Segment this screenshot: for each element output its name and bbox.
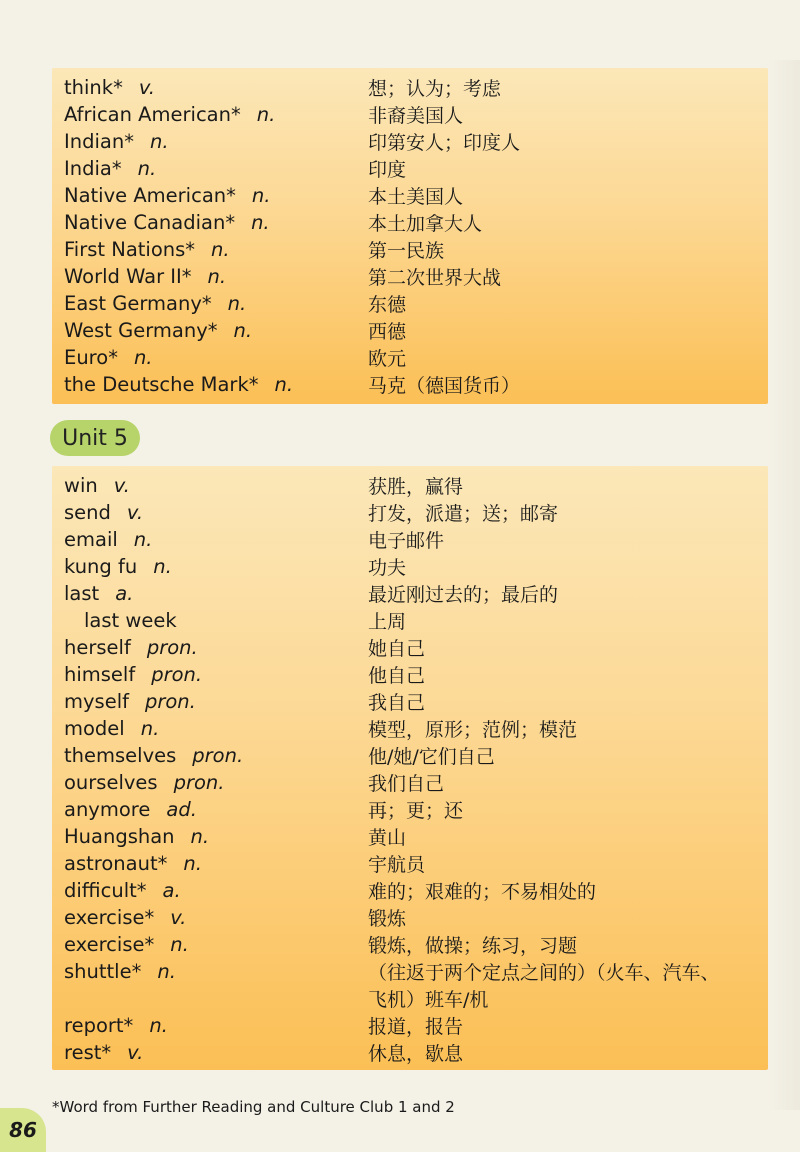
word-text: send [64,501,111,524]
part-of-speech: n. [133,528,153,551]
chinese-meaning: 获胜，赢得 [368,476,464,498]
vocab-row [52,263,768,290]
word-text: astronaut* [64,852,168,875]
part-of-speech: n. [207,265,227,288]
chinese-meaning: 马克（德国货币） [368,375,521,397]
chinese-meaning: 锻炼 [368,908,407,930]
vocab-row [52,344,768,371]
vocab-word [64,744,243,767]
vocab-word [84,609,177,632]
chinese-meaning: 报道，报告 [368,1016,464,1038]
vocab-word [64,373,293,396]
word-text: India* [64,157,122,180]
chinese-meaning: 打发，派遣；送；邮寄 [368,503,559,525]
vocab-word [64,555,172,578]
word-text: Indian* [64,130,134,153]
part-of-speech: v. [138,76,155,99]
page-number: 86 [9,1118,37,1142]
vocab-row [52,877,768,904]
word-text: kung fu [64,555,138,578]
vocab-row [52,634,768,661]
vocab-word [64,771,224,794]
word-text: last [64,582,100,605]
word-text: ourselves [64,771,158,794]
vocab-word [64,825,209,848]
part-of-speech: v. [127,1041,144,1064]
chinese-meaning: 本土美国人 [368,186,464,208]
chinese-meaning: 上周 [368,611,407,633]
vocab-word [64,960,176,983]
vocab-word [64,157,156,180]
word-text: think* [64,76,123,99]
vocab-word [64,528,152,551]
vocab-row [52,823,768,850]
page-number-tab [0,1108,46,1152]
vocab-row [52,796,768,823]
vocab-word [64,906,186,929]
chinese-meaning: 飞机）班车/机 [368,989,489,1011]
word-text: exercise* [64,906,155,929]
part-of-speech: n. [251,184,271,207]
part-of-speech: n. [251,211,270,234]
vocab-word [64,211,270,234]
chinese-meaning: 模型，原形；范例；模范 [368,719,578,741]
chinese-meaning: 锻炼，做操；练习，习题 [368,935,578,957]
vocab-row [52,580,768,607]
word-text: himself [64,663,136,686]
part-of-speech: pron. [151,663,203,686]
vocab-word [64,879,181,902]
part-of-speech: v. [126,501,144,524]
part-of-speech: n. [170,933,189,956]
vocab-word [64,690,196,713]
vocab-word [64,292,246,315]
page-edge-shadow [768,60,800,1110]
vocab-word [64,184,270,207]
chinese-meaning: 难的；艰难的；不易相处的 [368,881,597,903]
vocab-word [64,933,189,956]
vocab-word [64,130,169,153]
part-of-speech: ad. [166,798,197,821]
vocab-row [52,715,768,742]
word-text: model [64,717,125,740]
vocab-word [64,852,202,875]
footnote: *Word from Further Reading and Culture Club 1 and 2 [52,1098,455,1116]
chinese-meaning: 印第安人；印度人 [368,132,521,154]
word-text: myself [64,690,129,713]
part-of-speech: n. [233,319,253,342]
part-of-speech: n. [149,130,169,153]
word-text: the Deutsche Mark* [64,373,259,396]
vocab-row [52,209,768,236]
part-of-speech: n. [140,717,160,740]
vocab-row [52,985,768,1012]
word-text: herself [64,636,131,659]
vocab-word [64,265,226,288]
word-text: anymore [64,798,151,821]
chinese-meaning: 他自己 [368,665,426,687]
chinese-meaning: 第一民族 [368,240,445,262]
word-text: difficult* [64,879,147,902]
part-of-speech: n. [274,373,294,396]
part-of-speech: n. [227,292,247,315]
chinese-meaning: 西德 [368,321,407,343]
part-of-speech: n. [256,103,276,126]
part-of-speech: v. [113,474,130,497]
vocab-word [64,501,143,524]
word-text: Euro* [64,346,118,369]
part-of-speech: pron. [173,771,225,794]
chinese-meaning: 东德 [368,294,407,316]
vocab-row [52,931,768,958]
word-text: World War II* [64,265,192,288]
chinese-meaning: 我们自己 [368,773,445,795]
chinese-meaning: 欧元 [368,348,407,370]
chinese-meaning: 第二次世界大战 [368,267,502,289]
chinese-meaning: 本土加拿大人 [368,213,483,235]
chinese-meaning: 宇航员 [368,854,426,876]
vocab-row [52,1012,768,1039]
part-of-speech: pron. [146,636,198,659]
chinese-meaning: 非裔美国人 [368,105,464,127]
part-of-speech: n. [183,852,202,875]
vocab-word [64,663,202,686]
vocab-row [52,317,768,344]
vocab-row [52,526,768,553]
vocab-word [64,76,155,99]
part-of-speech: n. [157,960,176,983]
vocab-word [64,103,275,126]
vocab-row [52,1039,768,1066]
part-of-speech: a. [162,879,181,902]
chinese-meaning: 黄山 [368,827,407,849]
vocab-row [52,904,768,931]
word-text: last week [84,609,177,632]
chinese-meaning: 最近刚过去的；最后的 [368,584,559,606]
vocab-row [52,74,768,101]
vocab-word [64,474,130,497]
word-text: win [64,474,98,497]
vocab-row [52,688,768,715]
part-of-speech: pron. [144,690,196,713]
part-of-speech: n. [133,346,153,369]
word-text: report* [64,1014,134,1037]
vocab-row [52,371,768,398]
chinese-meaning: （往返于两个定点之间的）（火车、汽车、 [368,962,720,984]
vocab-row [52,958,768,985]
vocab-row [52,128,768,155]
vocab-row [52,236,768,263]
word-text: rest* [64,1041,112,1064]
vocab-row [52,850,768,877]
vocab-word [64,636,198,659]
word-text: shuttle* [64,960,142,983]
word-text: First Nations* [64,238,196,261]
vocab-word [64,346,153,369]
vocab-row [52,607,768,634]
vocab-row [52,661,768,688]
word-text: Native American* [64,184,236,207]
vocab-row [52,499,768,526]
part-of-speech: n. [190,825,210,848]
unit-heading [50,420,140,456]
word-text: East Germany* [64,292,212,315]
vocab-word [64,1041,143,1064]
chinese-meaning: 我自己 [368,692,426,714]
chinese-meaning: 印度 [368,159,407,181]
vocab-row [52,290,768,317]
chinese-meaning: 电子邮件 [368,530,445,552]
vocab-word [64,238,230,261]
part-of-speech: v. [170,906,187,929]
vocab-row [52,472,768,499]
vocab-word [64,717,159,740]
word-text: themselves [64,744,177,767]
chinese-meaning: 休息，歇息 [368,1043,464,1065]
unit-title: Unit 5 [62,425,128,451]
part-of-speech: a. [115,582,134,605]
part-of-speech: n. [211,238,230,261]
vocab-word [64,319,252,342]
chinese-meaning: 他/她/它们自己 [368,746,495,768]
chinese-meaning: 想；认为；考虑 [368,78,502,100]
chinese-meaning: 功夫 [368,557,407,579]
vocab-panel-unit-5 [52,466,768,1070]
word-text: West Germany* [64,319,218,342]
vocab-word [64,1014,168,1037]
vocab-row [52,742,768,769]
part-of-speech: n. [153,555,172,578]
chinese-meaning: 她自己 [368,638,426,660]
word-text: African American* [64,103,241,126]
part-of-speech: n. [149,1014,168,1037]
part-of-speech: n. [137,157,157,180]
vocab-row [52,182,768,209]
word-text: Huangshan [64,825,175,848]
vocab-row [52,155,768,182]
vocab-word [64,798,197,821]
word-text: exercise* [64,933,155,956]
vocab-word [64,582,133,605]
word-text: Native Canadian* [64,211,236,234]
vocab-row [52,553,768,580]
vocab-panel-previous-unit [52,68,768,404]
part-of-speech: pron. [192,744,244,767]
vocab-row [52,769,768,796]
chinese-meaning: 再；更；还 [368,800,464,822]
word-text: email [64,528,118,551]
vocab-row [52,101,768,128]
